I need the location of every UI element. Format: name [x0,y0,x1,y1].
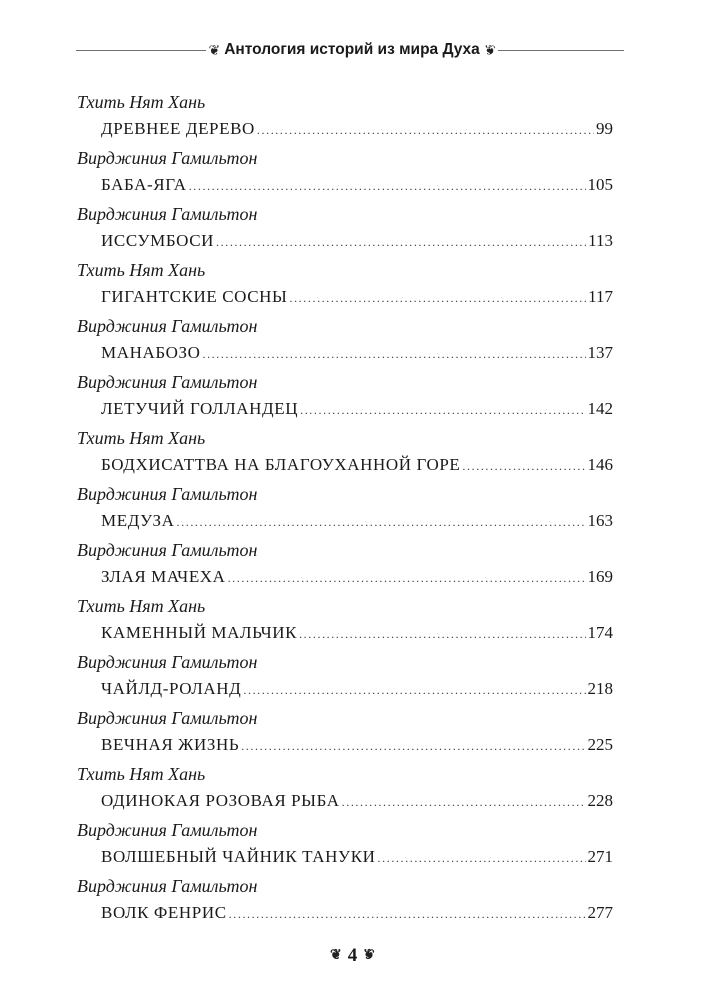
running-header-title: Антология историй из мира Духа [224,41,480,58]
toc-page-number: 218 [587,679,613,698]
toc-entry [77,314,613,370]
dot-leader [243,677,585,704]
toc-page-number: 163 [587,511,613,530]
toc-author: Вирджиния Гамильтон [77,484,258,504]
dot-leader [378,845,586,872]
toc-line[interactable] [101,395,613,422]
toc-line[interactable] [101,339,613,366]
toc-title: ЛЕТУЧИЙ ГОЛЛАНДЕЦ [101,399,299,418]
toc-title: ЗЛАЯ МАЧЕХА [101,567,226,586]
floral-ornament-icon: ❦ [208,42,221,58]
toc-page-number: 117 [588,287,613,306]
toc-line[interactable] [101,675,613,702]
dot-leader [300,397,585,424]
toc-entry [77,594,613,650]
toc-page-number: 137 [587,343,613,362]
toc-line[interactable] [101,507,613,534]
toc-line[interactable] [101,843,613,870]
dot-leader [202,341,585,368]
toc-line[interactable] [101,899,613,926]
toc-author: Тхить Нят Хань [77,596,206,616]
toc-entry [77,818,613,874]
toc-title: ВОЛШЕБНЫЙ ЧАЙНИК ТАНУКИ [101,847,376,866]
floral-ornament-icon: ❦ [483,42,496,58]
toc-author: Вирджиния Гамильтон [77,204,258,224]
toc-page-number: 113 [588,231,613,250]
toc-author: Тхить Нят Хань [77,260,206,280]
toc-page-number: 169 [587,567,613,586]
dot-leader [462,453,585,480]
toc-entry [77,146,613,202]
dot-leader [241,733,585,760]
toc-title: ВОЛК ФЕНРИС [101,903,227,922]
dot-leader [189,173,586,200]
toc-title: ВЕЧНАЯ ЖИЗНЬ [101,735,240,754]
toc-line[interactable] [101,731,613,758]
toc-entry [77,202,613,258]
toc-entry [77,706,613,762]
toc-page-number: 174 [587,623,613,642]
page-footer [0,942,705,970]
toc-page-number: 142 [587,399,613,418]
toc-entry [77,650,613,706]
toc-author: Вирджиния Гамильтон [77,148,258,168]
toc-page-number: 228 [587,791,613,810]
toc-title: МАНАБОЗО [101,343,201,362]
dot-leader [289,285,586,312]
toc-author: Тхить Нят Хань [77,428,206,448]
toc-title: МЕДУЗА [101,511,175,530]
toc-title: ДРЕВНЕЕ ДЕРЕВО [101,119,255,138]
toc-line[interactable] [101,283,613,310]
dot-leader [299,621,585,648]
toc-line[interactable] [101,451,613,478]
toc-entry [77,90,613,146]
header-rule-right [498,50,624,51]
toc-author: Тхить Нят Хань [77,92,206,112]
toc-title: БОДХИСАТТВА НА БЛАГОУХАННОЙ ГОРЕ [101,455,461,474]
floral-ornament-icon: ❦ [330,948,342,963]
toc-page-number: 99 [596,119,613,138]
toc-entry [77,258,613,314]
toc-title: ЧАЙЛД-РОЛАНД [101,679,242,698]
toc-entry [77,426,613,482]
toc-entry [77,370,613,426]
toc-author: Вирджиния Гамильтон [77,372,258,392]
toc-line[interactable] [101,787,613,814]
toc-page-number: 225 [587,735,613,754]
toc-title: ИССУМБОСИ [101,231,215,250]
running-header [206,36,498,64]
folio-page-number: 4 [347,945,358,966]
table-of-contents [77,90,613,930]
toc-entry [77,874,613,930]
header-rule-left [76,50,206,51]
toc-entry [77,762,613,818]
toc-line[interactable] [101,227,613,254]
toc-line[interactable] [101,619,613,646]
floral-ornament-icon: ❦ [363,948,375,963]
toc-title: ОДИНОКАЯ РОЗОВАЯ РЫБА [101,791,340,810]
toc-author: Вирджиния Гамильтон [77,652,258,672]
dot-leader [216,229,586,256]
toc-author: Вирджиния Гамильтон [77,316,258,336]
toc-entry [77,482,613,538]
toc-title: КАМЕННЫЙ МАЛЬЧИК [101,623,298,642]
toc-title: ГИГАНТСКИЕ СОСНЫ [101,287,288,306]
toc-author: Вирджиния Гамильтон [77,708,258,728]
toc-author: Вирджиния Гамильтон [77,820,258,840]
dot-leader [342,789,586,816]
dot-leader [229,901,586,928]
toc-author: Вирджиния Гамильтон [77,876,258,896]
toc-line[interactable] [101,563,613,590]
toc-page-number: 146 [587,455,613,474]
toc-line[interactable] [101,171,613,198]
toc-author: Вирджиния Гамильтон [77,540,258,560]
toc-page-number: 277 [587,903,613,922]
dot-leader [177,509,586,536]
toc-page-number: 105 [587,175,613,194]
toc-title: БАБА-ЯГА [101,175,187,194]
dot-leader [257,117,594,144]
toc-author: Тхить Нят Хань [77,764,206,784]
toc-line[interactable] [101,115,613,142]
toc-entry [77,538,613,594]
dot-leader [228,565,586,592]
toc-page-number: 271 [587,847,613,866]
